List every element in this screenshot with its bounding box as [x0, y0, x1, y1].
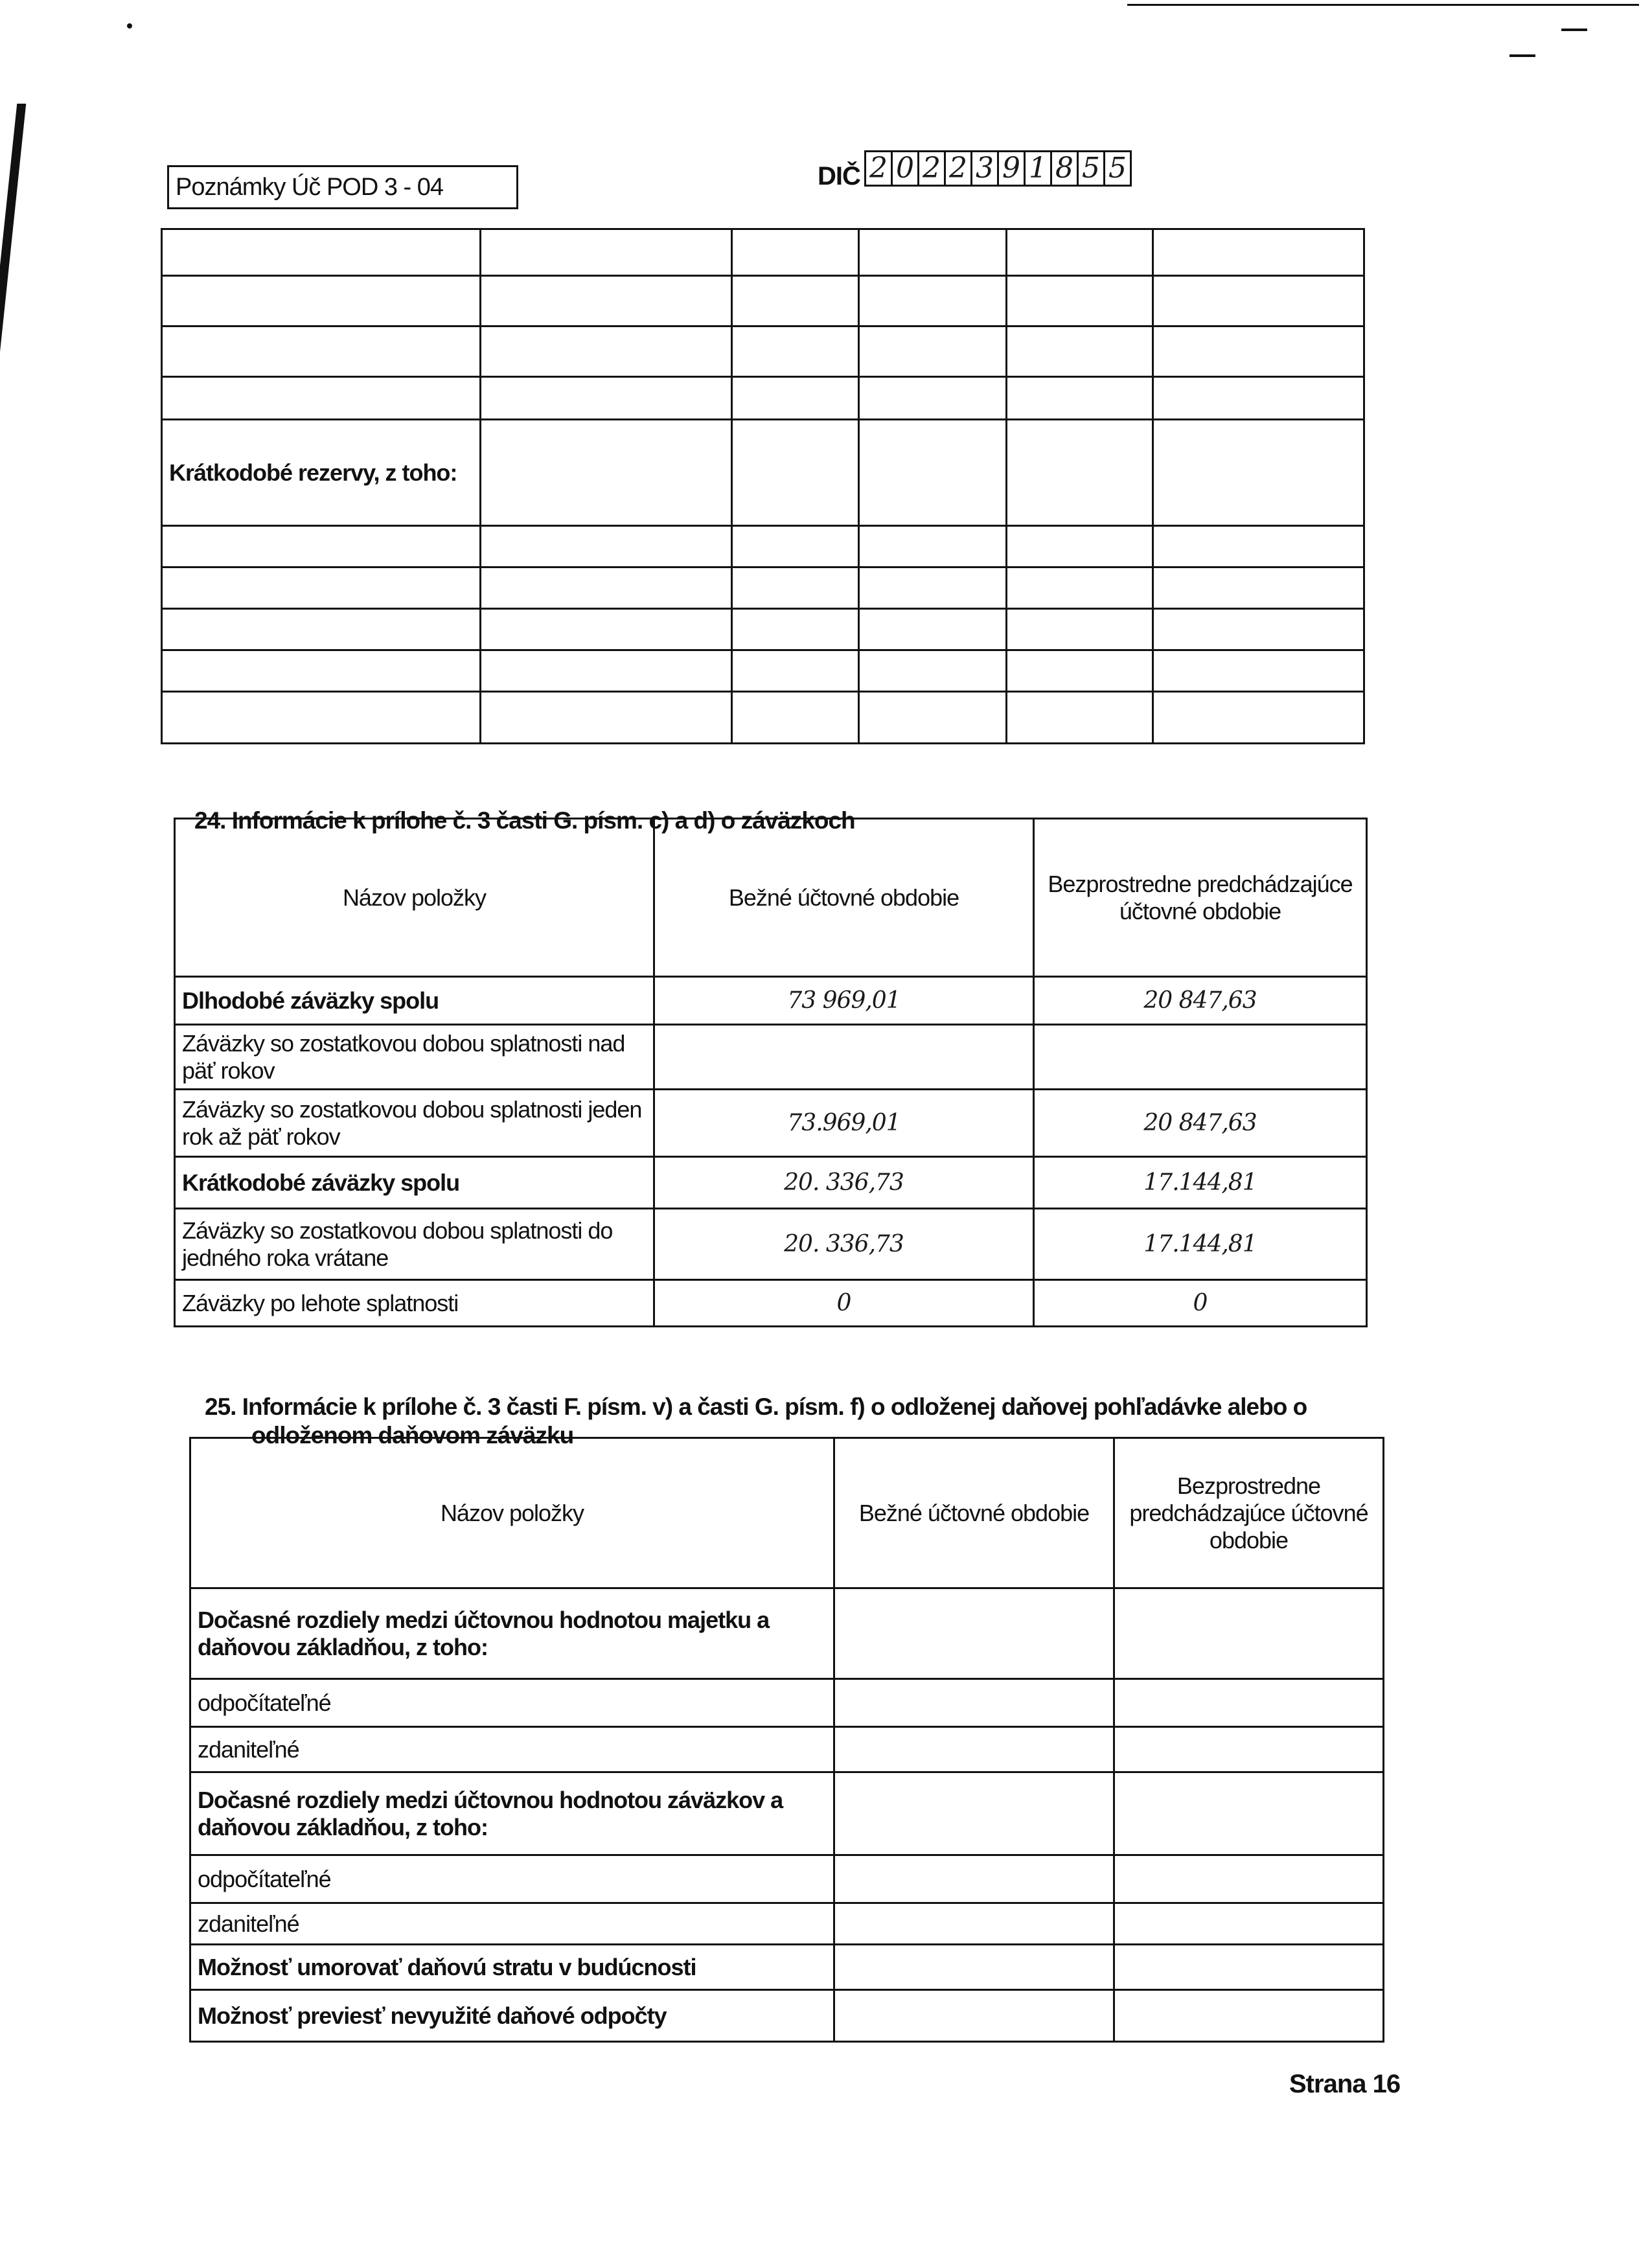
previous-value: 20 847,63 [1034, 1090, 1367, 1157]
previous-value [1034, 1025, 1367, 1090]
previous-value: 17.144,81 [1034, 1157, 1367, 1209]
scan-top-line [1127, 4, 1639, 6]
row-label: Dočasné rozdiely medzi účtovnou hodnotou majetku a daňovou základňou, z toho: [190, 1588, 834, 1679]
previous-value [1114, 1855, 1384, 1903]
dic-label: DIČ [818, 162, 860, 190]
dic-digit: 0 [891, 150, 919, 187]
row-label: Dlhodobé záväzky spolu [175, 977, 654, 1025]
scan-dot [127, 23, 132, 29]
previous-value [1114, 1990, 1384, 2042]
col-header-item: Názov položky [190, 1438, 834, 1588]
row-label: Záväzky po lehote splatnosti [175, 1280, 654, 1327]
current-value [654, 1025, 1034, 1090]
row-label: Záväzky so zostatkovou dobou splatnosti jeden rok až päť rokov [175, 1090, 654, 1157]
row-label: Záväzky so zostatkovou dobou splatnosti do jedného roka vrátane [175, 1209, 654, 1280]
section-25-title-line1: 25. Informácie k prílohe č. 3 časti F. písm. v) a časti G. písm. f) o odloženej daňovej pohľadávke alebo o [205, 1393, 1307, 1420]
page-number: Strana 16 [1289, 2070, 1401, 2098]
current-value [834, 1945, 1114, 1990]
previous-value [1114, 1772, 1384, 1855]
dic-digit: 5 [1103, 150, 1132, 187]
col-header-current: Bežné účtovné obdobie [654, 819, 1034, 977]
section-25-title-line2: odloženom daňovom záväzku [251, 1422, 574, 1449]
current-value: 20. 336,73 [654, 1157, 1034, 1209]
liabilities-table [174, 818, 1368, 1327]
form-label: Poznámky Úč POD 3 - 04 [167, 165, 518, 209]
dic-digit: 8 [1050, 150, 1079, 187]
col-header-current: Bežné účtovné obdobie [834, 1438, 1114, 1588]
current-value [834, 1679, 1114, 1727]
row-label: zdaniteľné [190, 1727, 834, 1772]
row-label: zdaniteľné [190, 1903, 834, 1945]
deferred-tax-table [189, 1437, 1384, 2043]
col-header-previous: Bezprostredne predchádzajúce účtovné obdobie [1114, 1438, 1384, 1588]
current-value [834, 1727, 1114, 1772]
current-value [834, 1990, 1114, 2042]
row-label: Záväzky so zostatkovou dobou splatnosti nad päť rokov [175, 1025, 654, 1090]
row-label: Možnosť previesť nevyužité daňové odpočty [190, 1990, 834, 2042]
short-term-reserves-label: Krátkodobé rezervy, z toho: [162, 420, 481, 526]
section-24-title: 24. Informácie k prílohe č. 3 časti G. písm. c) a d) o záväzkoch [194, 807, 855, 834]
dic-digit: 2 [917, 150, 946, 187]
dic-digit-boxes [864, 150, 1130, 187]
current-value [834, 1772, 1114, 1855]
current-value: 73 969,01 [654, 977, 1034, 1025]
row-label: Krátkodobé záväzky spolu [175, 1157, 654, 1209]
previous-value: 17.144,81 [1034, 1209, 1367, 1280]
current-value: 73.969,01 [654, 1090, 1034, 1157]
col-header-previous: Bezprostredne predchádzajúce účtovné obdobie [1034, 819, 1367, 977]
previous-value [1114, 1903, 1384, 1945]
current-value [834, 1855, 1114, 1903]
previous-value [1114, 1588, 1384, 1679]
dic-digit: 2 [864, 150, 893, 187]
dic-digit: 2 [944, 150, 972, 187]
current-value: 20. 336,73 [654, 1209, 1034, 1280]
scan-dash [1561, 29, 1587, 31]
current-value [834, 1588, 1114, 1679]
reserves-table [161, 228, 1365, 744]
dic-digit: 3 [970, 150, 999, 187]
previous-value: 0 [1034, 1280, 1367, 1327]
row-label: Možnosť umorovať daňovú stratu v budúcnosti [190, 1945, 834, 1990]
dic-digit: 9 [997, 150, 1026, 187]
row-label: odpočítateľné [190, 1679, 834, 1727]
scan-dash [1509, 54, 1535, 57]
scan-edge-mark [0, 104, 26, 428]
row-label: odpočítateľné [190, 1855, 834, 1903]
previous-value [1114, 1727, 1384, 1772]
row-label: Dočasné rozdiely medzi účtovnou hodnotou záväzkov a daňovou základňou, z toho: [190, 1772, 834, 1855]
previous-value [1114, 1945, 1384, 1990]
dic-digit: 5 [1077, 150, 1105, 187]
current-value: 0 [654, 1280, 1034, 1327]
previous-value [1114, 1679, 1384, 1727]
dic-digit: 1 [1024, 150, 1052, 187]
col-header-item: Názov položky [175, 819, 654, 977]
previous-value: 20 847,63 [1034, 977, 1367, 1025]
current-value [834, 1903, 1114, 1945]
